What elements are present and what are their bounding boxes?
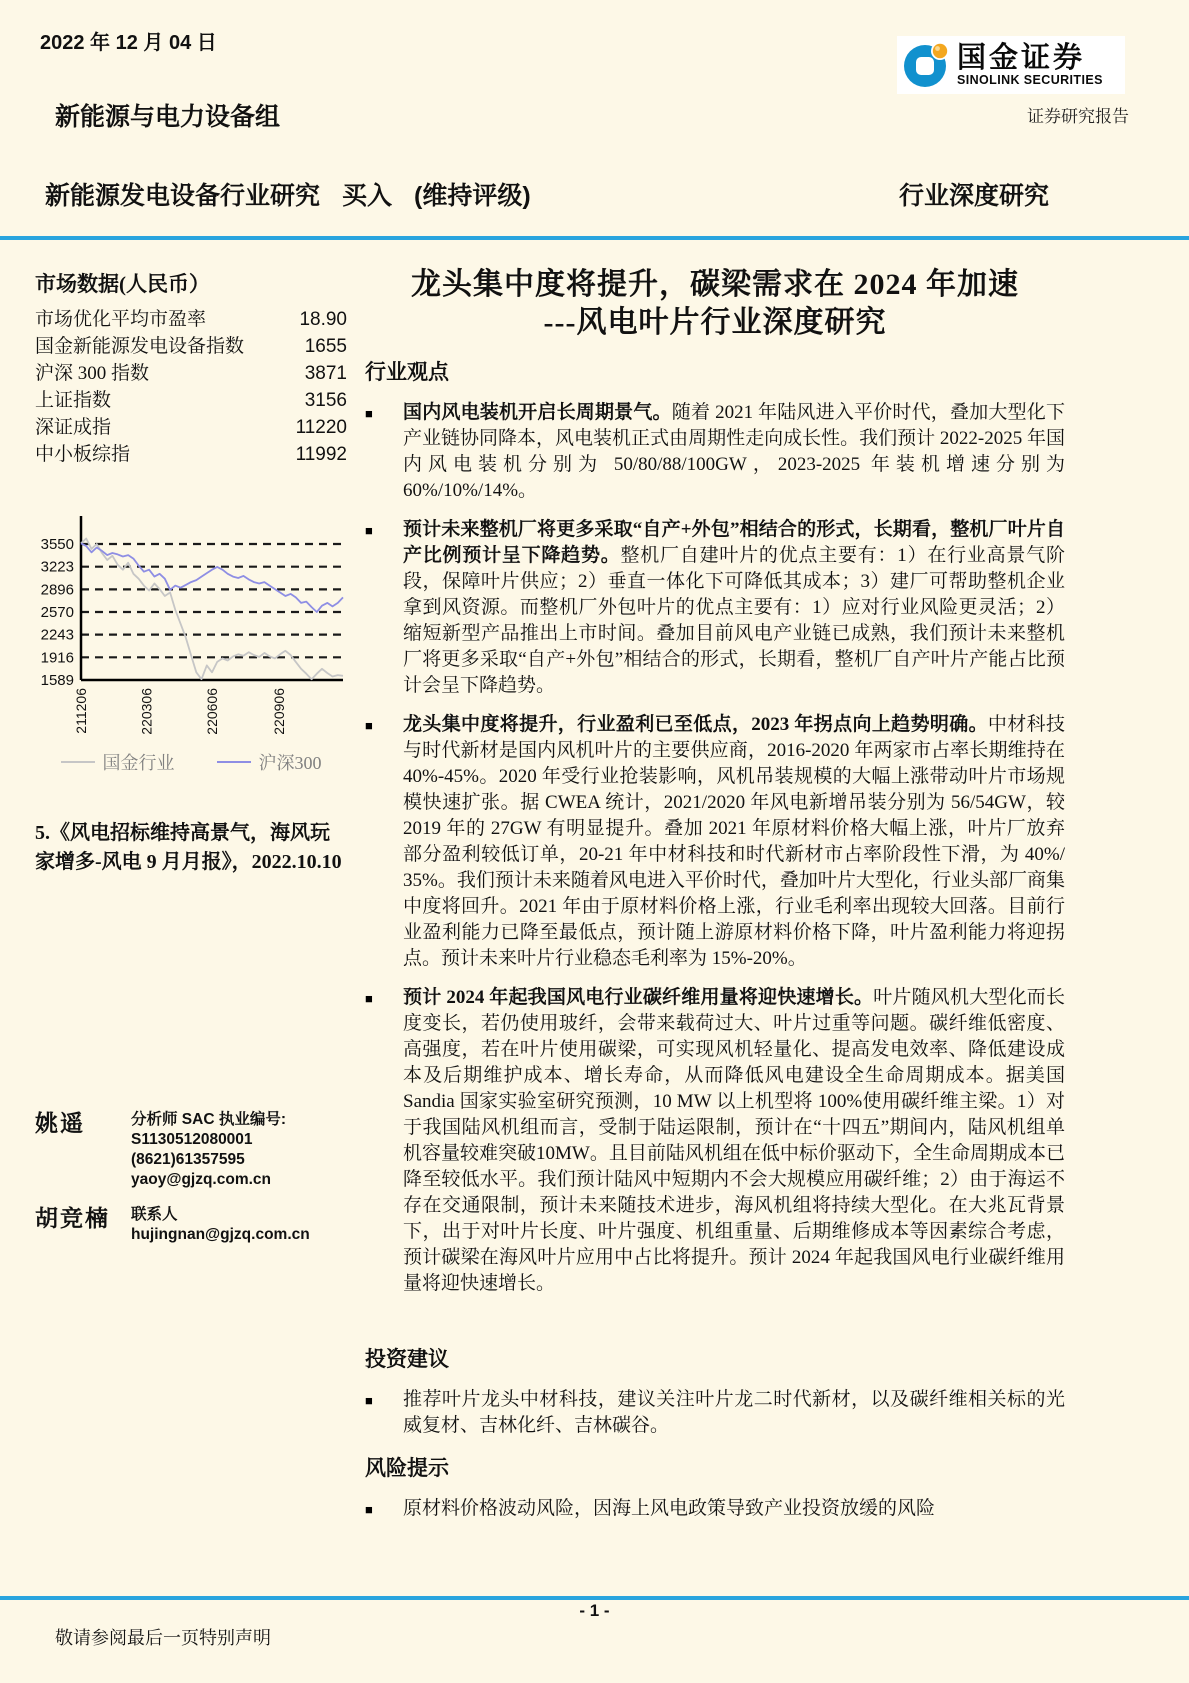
bullet-body: 整机厂自建叶片的优点主要有：1）在行业高景气阶段，保障叶片供应；2）垂直一体化下可降低其成本；3）建厂可帮助整机企业拿到风资源。而整机厂外包叶片的优点主要有：1）应对行业风险更灵活；2）缩短新型产品推出上市时间。叠加目前风电产业链已成熟，我们预计未来整机厂将更多采取“自产+外包”相结合的形式，长期看，整机厂自产叶片产能占比预计会呈下降趋势。	[403, 545, 1065, 696]
legend-item-hs300	[217, 749, 322, 775]
market-data-label: 上证指数	[35, 390, 112, 411]
svg-text:3550: 3550	[40, 536, 74, 553]
analyst	[35, 1200, 347, 1245]
market-data-label: 中小板综指	[35, 444, 131, 465]
section-heading: 投资建议	[365, 1347, 449, 1371]
svg-text:1916: 1916	[40, 649, 74, 667]
section-bullets	[365, 1387, 1065, 1439]
bullet-item	[365, 712, 1065, 972]
section-bullets	[365, 400, 1065, 1297]
bullet-lead: 预计未来整机厂将更多采取“自产+外包”相结合的形式，长期看，整机厂叶片自产比例预计呈下降趋势。	[403, 519, 1065, 566]
svg-text:220606: 220606	[204, 688, 220, 735]
industry-title	[45, 176, 531, 212]
bullet-square-icon: ■	[365, 406, 373, 421]
sinolink-logo-icon	[901, 40, 951, 90]
market-chart-block	[35, 504, 347, 775]
page-number: - 1 -	[579, 1601, 610, 1620]
svg-text:2896: 2896	[40, 581, 74, 599]
chart-legend	[35, 749, 347, 775]
bullet-square-icon: ■	[365, 1393, 373, 1408]
bullet-text	[403, 1387, 1065, 1439]
svg-text:2570: 2570	[40, 603, 74, 621]
section-bullets	[365, 1496, 1065, 1523]
market-data-label: 国金新能源发电设备指数	[35, 336, 245, 357]
bullet-body: 随着 2021 年陆风进入平价时代，叠加大型化下产业链协同降本，风电装机正式由周期性走向成长性。我们预计 2022-2025 年国内风电装机分别为 50/80/88/100GW，2023-2025 年装机增速分别为 60%/10%/14%。	[403, 402, 1065, 501]
bullet-lead: 国内风电装机开启长周期景气。	[403, 402, 672, 423]
report-title-line2: ---风电叶片行业深度研究	[543, 306, 887, 339]
bullet-text	[403, 1496, 935, 1523]
report-title-line1: 龙头集中度将提升，碳梁需求在 2024 年加速	[411, 268, 1019, 301]
report-date: 2022 年 12 月 04 日	[40, 32, 217, 54]
market-data-title: 市场数据(人民币）	[35, 272, 210, 296]
svg-text:2243: 2243	[40, 626, 74, 644]
bullet-text	[403, 712, 1065, 972]
bullet-square-icon: ■	[365, 523, 373, 538]
main-sections	[365, 356, 1065, 1523]
report-category: 行业深度研究	[898, 183, 1049, 210]
logo-chinese-name: 国金证券	[957, 42, 1086, 74]
bullet-text	[403, 985, 1065, 1297]
industry-name: 新能源发电设备行业研究	[45, 182, 321, 210]
rating-note: (维持评级)	[414, 182, 531, 210]
section-1	[365, 1343, 1065, 1439]
market-data-row	[35, 306, 347, 333]
market-chart	[35, 504, 347, 742]
legend-label: 国金行业	[102, 753, 175, 773]
report-title	[365, 266, 1065, 342]
bullet-square-icon: ■	[365, 718, 373, 733]
sinolink-logo	[897, 36, 1125, 94]
market-data-value: 11220	[295, 417, 347, 438]
footer-disclaimer: 敬请参阅最后一页特别声明	[55, 1628, 271, 1648]
analyst-role: 分析师 SAC 执业编号: S1130512080001	[131, 1111, 287, 1148]
market-data-row	[35, 387, 347, 414]
analyst-name: 姚遥	[35, 1111, 85, 1136]
svg-text:211206: 211206	[73, 688, 89, 734]
market-data-rows	[35, 306, 347, 468]
analyst	[35, 1105, 347, 1190]
bullet-text	[403, 517, 1065, 699]
market-data-label: 市场优化平均市盈率	[35, 309, 207, 330]
analyst-email: hujingnan@gjzq.com.cn	[131, 1226, 310, 1243]
title-row	[45, 176, 1049, 212]
svg-text:3223: 3223	[40, 558, 74, 576]
section-2	[365, 1452, 1065, 1523]
market-data-value: 3156	[304, 390, 347, 411]
section-heading: 行业观点	[365, 360, 449, 384]
legend-line-blue-icon	[217, 761, 251, 763]
section-0	[365, 356, 1065, 1297]
svg-text:1589: 1589	[40, 672, 74, 689]
analyst-name: 胡竞楠	[35, 1206, 110, 1231]
bullet-lead: 预计 2024 年起我国风电行业碳纤维用量将迎快速增长。	[403, 987, 874, 1008]
market-data-row	[35, 360, 347, 387]
bullet-body: 原材料价格波动风险，因海上风电政策导致产业投资放缓的风险	[403, 1498, 936, 1519]
market-data-value: 1655	[304, 336, 347, 357]
main-content	[365, 266, 1065, 1536]
analyst-email: yaoy@gjzq.com.cn	[131, 1171, 272, 1188]
market-data-row	[35, 414, 347, 441]
bullet-square-icon: ■	[365, 1502, 373, 1517]
bullet-item	[365, 985, 1065, 1297]
report-type-label: 证券研究报告	[1027, 107, 1129, 126]
market-data-label: 深证成指	[35, 417, 112, 438]
bullet-body: 推荐叶片龙头中材科技，建议关注叶片龙二时代新材，以及碳纤维相关标的光威复材、吉林化纤、吉林碳谷。	[403, 1389, 1065, 1436]
analyst-details	[131, 1105, 347, 1190]
bullet-item	[365, 1496, 1065, 1523]
header-divider	[0, 236, 1189, 240]
bullet-square-icon: ■	[365, 991, 373, 1006]
legend-line-gray-icon	[61, 761, 95, 763]
legend-label: 沪深300	[258, 753, 322, 773]
sidebar	[35, 268, 347, 1255]
bullet-body: 中材科技与时代新材是国内风机叶片的主要供应商，2016-2020 年两家市占率长期维持在 40%-45%。2020 年受行业抢装影响，风机吊装规模的大幅上涨带动叶片市场规模快速扩张。据 CWEA 统计，2021/2020 年风电新增吊装分别为 56/54GW，较 2019 年的 27GW 有明显提升。叠加 2021 年原材料价格大幅上涨，叶片厂放弃部分盈利较低订单，20-21 年中材科技和时代新材市占率阶段性下滑，为 40%/ 35%。我们预计未来随着风电进入平价时代，叠加叶片大型化，行业头部厂商集中度将回升。2021 年由于原材料价格上涨，行业毛利率出现较大回落。目前行业盈利能力已降至最低点，预计随上游原材料价格下降，叶片盈利能力将迎拐点。预计未来叶片行业稳态毛利率为 15%-20%。	[403, 714, 1065, 969]
analyst-details	[131, 1200, 310, 1245]
analyst-phone: (8621)61357595	[131, 1151, 245, 1168]
bullet-lead: 龙头集中度将提升，行业盈利已至低点，2023 年拐点向上趋势明确。	[403, 714, 988, 735]
logo-english-name: SINOLINK SECURITIES	[957, 73, 1103, 87]
bullet-item	[365, 1387, 1065, 1439]
market-data-row	[35, 333, 347, 360]
bullet-body: 叶片随风机大型化而长度变长，若仍使用玻纤，会带来载荷过大、叶片过重等问题。碳纤维低密度、高强度，若在叶片使用碳梁，可实现风机轻量化、提高发电效率、降低建设成本及后期维护成本、增长寿命，从而降低风电建设全生命周期成本。据美国 Sandia 国家实验室研究预测，10 MW 以上机型将 100%使用碳纤维主梁。1）对于我国陆风机组而言，受制于陆运限制，预计在“十四五”期间内，陆风机组单机容量较难突破10MW。且目前陆风机组在低中标价驱动下，全生命周期成本已降至较低水平。我们预计陆风中短期内不会大规模应用碳纤维；2）由于海运不存在交通限制，预计未来随技术进步，海风机组将持续大型化。在大兆瓦背景下，出于对叶片长度、叶片强度、机组重量、后期维修成本等因素综合考虑，预计碳梁在海风叶片应用中占比将提升。预计 2024 年起我国风电行业碳纤维用量将迎快速增长。	[403, 987, 1065, 1294]
legend-item-gjhy	[61, 749, 175, 775]
analyst-role: 联系人	[131, 1206, 178, 1223]
related-report-note: 5.《风电招标维持高景气，海风玩家增多-风电 9 月月报》，2022.10.10	[35, 822, 342, 873]
svg-text:220306: 220306	[138, 688, 155, 735]
svg-text:220906: 220906	[270, 688, 287, 735]
series-line-1	[81, 543, 343, 612]
logo-block	[897, 36, 1129, 127]
market-data-value: 3871	[304, 363, 347, 384]
bullet-text	[403, 400, 1065, 504]
market-data-value: 18.90	[299, 309, 347, 330]
research-group-name: 新能源与电力设备组	[55, 104, 281, 131]
footer-divider	[0, 1596, 1189, 1600]
market-data-value: 11992	[295, 444, 347, 465]
rating-label: 买入	[342, 182, 393, 210]
analysts-block	[35, 1105, 347, 1245]
bullet-item	[365, 517, 1065, 699]
market-data-row	[35, 441, 347, 468]
bullet-item	[365, 400, 1065, 504]
market-data-label: 沪深 300 指数	[35, 363, 150, 384]
section-heading: 风险提示	[365, 1456, 449, 1480]
